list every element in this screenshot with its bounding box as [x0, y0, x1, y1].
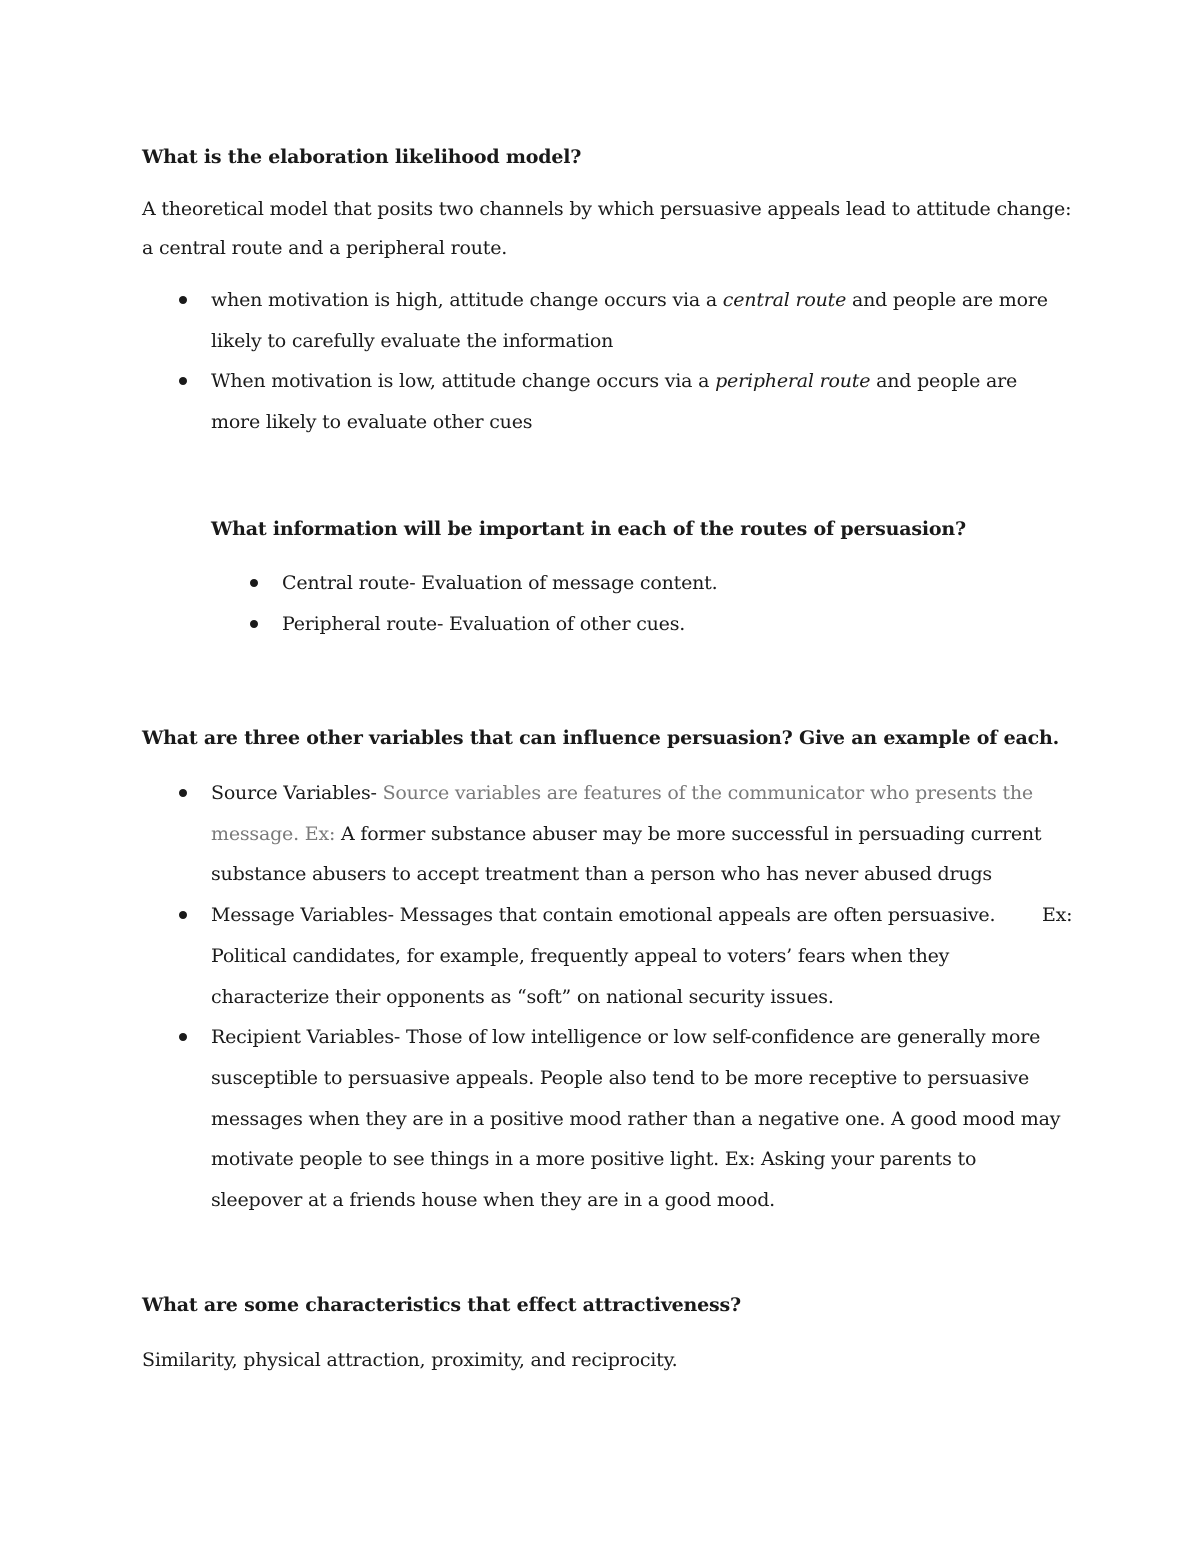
list-item-line: susceptible to persuasive appeals. People also tend to be more receptive to persuasive — [211, 1066, 1030, 1089]
paragraph-line: a central route and a peripheral route. — [142, 237, 508, 259]
paragraph-line: A theoretical model that posits two channels by which persuasive appeals lead to attitude change: — [142, 198, 1072, 220]
list-item-source-variables — [211, 773, 1072, 895]
list-item-line: messages when they are in a positive mood rather than a negative one. A good mood may — [211, 1107, 1061, 1130]
list-item — [282, 563, 717, 604]
list-item-line: sleepover at a friends house when they are in a good mood. — [211, 1189, 776, 1212]
elm-routes-list — [211, 280, 1048, 443]
emphasis-central-route: central route — [722, 289, 847, 311]
heading-variables-question: What are three other variables that can influence persuasion? Give an example of each. — [142, 727, 1060, 749]
heading-attractiveness-question: What are some characteristics that effect attractiveness? — [142, 1294, 741, 1316]
list-item-line: When motivation is low, attitude change occurs via a peripheral route and people are — [211, 370, 1018, 393]
emphasis-peripheral-route: peripheral route — [715, 370, 871, 393]
list-item-line: Central route- Evaluation of message content. — [282, 572, 718, 594]
list-item — [282, 604, 717, 645]
list-item — [211, 361, 1048, 442]
list-item-line: motivate people to see things in a more positive light. Ex: Asking your parents to — [211, 1148, 977, 1171]
list-item-line: message. Ex: A former substance abuser may be more successful in persuading current — [211, 822, 1042, 845]
list-item — [211, 280, 1048, 361]
bullet-icon — [179, 789, 187, 797]
list-item-line: when motivation is high, attitude change occurs via a central route and people are more — [211, 289, 1048, 311]
list-item-line: likely to carefully evaluate the information — [211, 329, 614, 352]
list-item-line: Source Variables- Source variables are features of the communicator who presents the — [211, 782, 1033, 804]
bullet-icon — [179, 377, 187, 385]
bullet-icon — [179, 911, 187, 919]
list-item-recipient-variables — [211, 1017, 1072, 1221]
list-item-line: Message Variables- Messages that contain emotional appeals are often persuasive. Ex: — [211, 904, 1073, 927]
heading-routes-question: What information will be important in each of the routes of persuasion? — [211, 518, 966, 540]
bullet-icon — [250, 620, 258, 628]
attractiveness-answer — [142, 1341, 1062, 1380]
list-item-line: Recipient Variables- Those of low intelligence or low self-confidence are generally more — [211, 1026, 1041, 1049]
variables-list — [211, 773, 1072, 1221]
list-item-line: Political candidates, for example, frequently appeal to voters’ fears when they — [211, 944, 950, 967]
heading-elm-question: What is the elaboration likelihood model? — [142, 146, 582, 168]
list-item-line: substance abusers to accept treatment than a person who has never abused drugs — [211, 863, 992, 886]
paragraph-line: Similarity, physical attraction, proximity, and reciprocity. — [142, 1349, 678, 1371]
bullet-icon — [179, 296, 187, 304]
routes-info-list — [282, 563, 717, 644]
bullet-icon — [179, 1033, 187, 1041]
elm-definition-paragraph — [142, 190, 1072, 268]
list-item-line: Peripheral route- Evaluation of other cues. — [282, 612, 686, 635]
bullet-icon — [250, 579, 258, 587]
list-item-line: more likely to evaluate other cues — [211, 411, 533, 434]
list-item-line: characterize their opponents as “soft” on national security issues. — [211, 985, 834, 1008]
list-item-message-variables — [211, 895, 1072, 1017]
